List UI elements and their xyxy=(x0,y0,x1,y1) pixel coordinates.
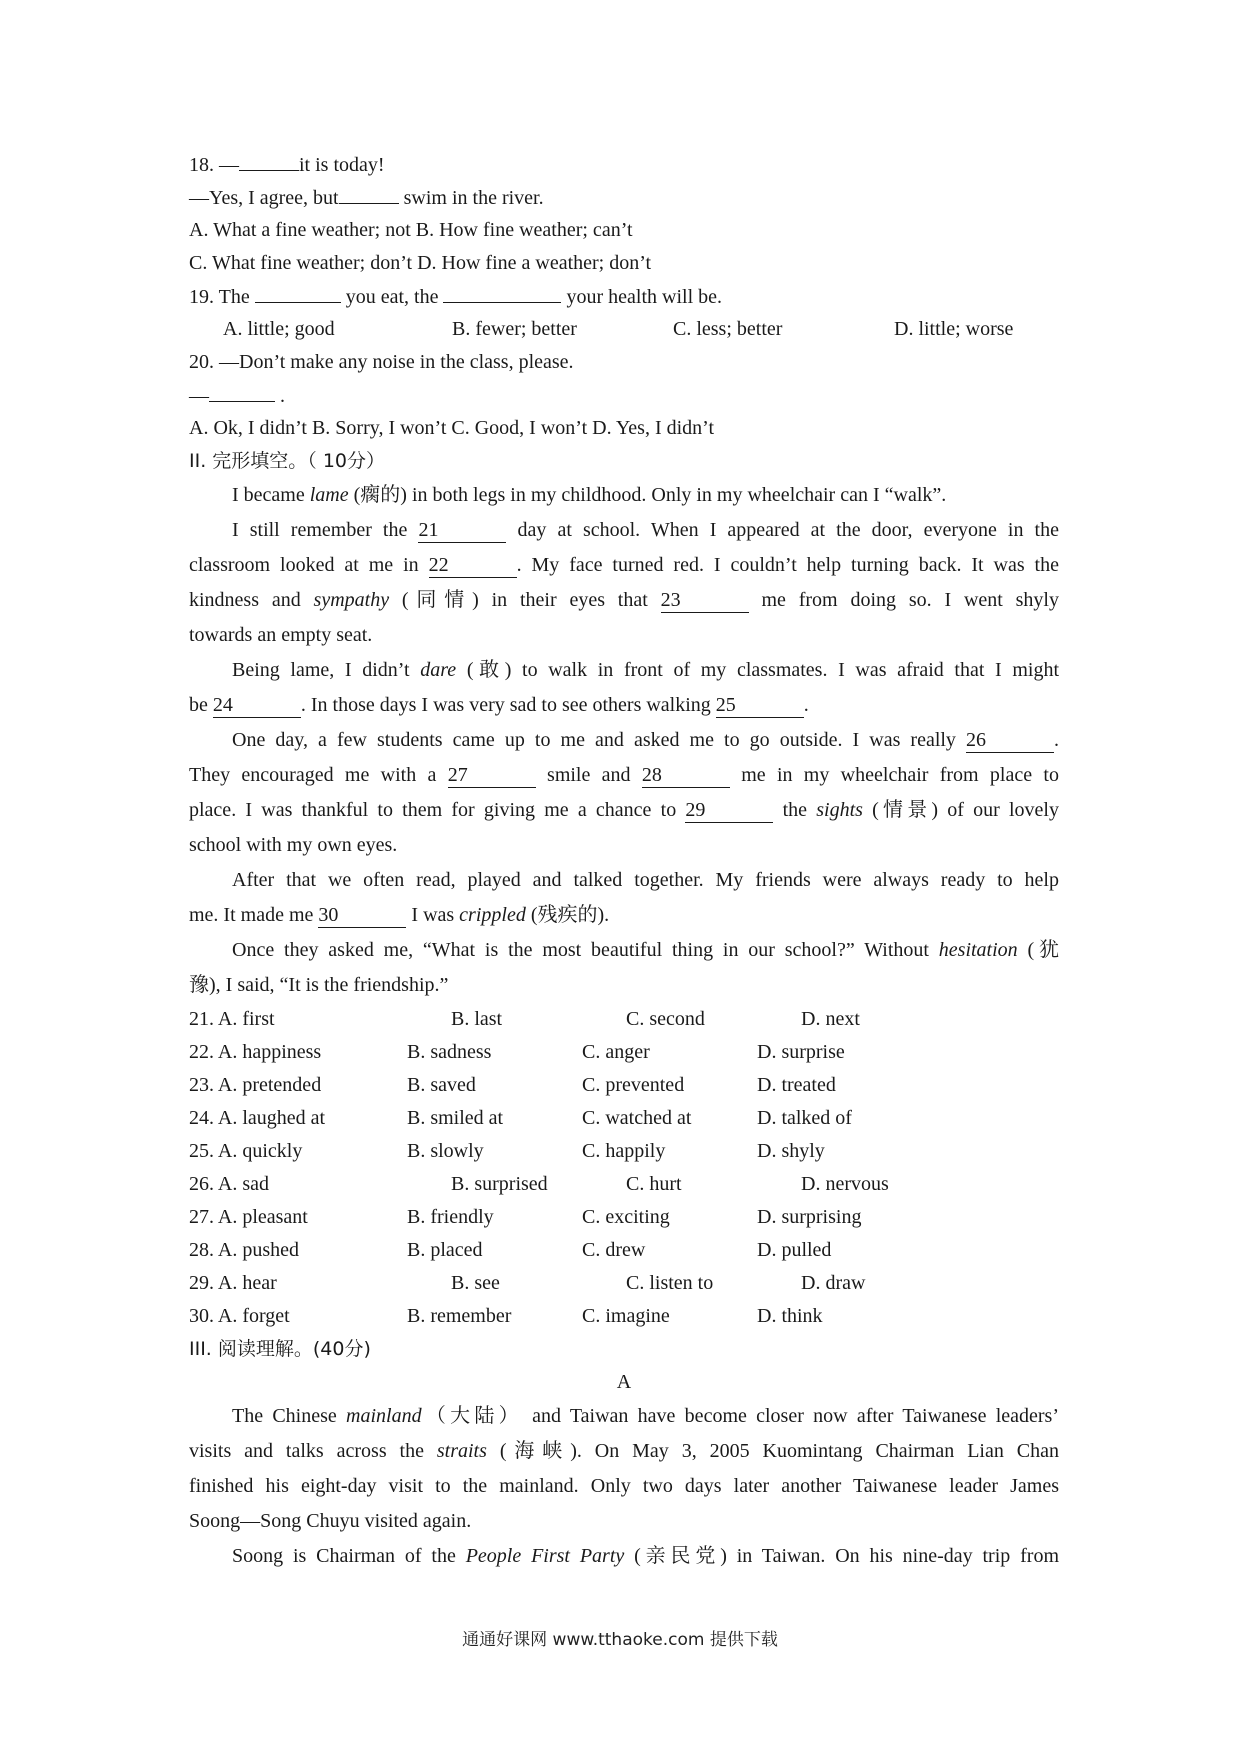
option: A. little; good xyxy=(223,318,335,340)
option: B. placed xyxy=(407,1239,483,1261)
q20-reply: — . xyxy=(189,379,1059,412)
cloze-options-26 xyxy=(189,1168,1059,1201)
cloze-options-27 xyxy=(189,1201,1059,1234)
option: B. smiled at xyxy=(407,1107,504,1129)
cloze-options-30 xyxy=(189,1300,1059,1333)
cloze-para-2-line-4: towards an empty seat. xyxy=(189,624,373,646)
blank xyxy=(255,280,341,303)
cloze-para-4-line-3: place. I was thankful to them for giving me a chance to 29 the sights (情景) of our lovely xyxy=(189,799,1059,821)
q20-options: A. Ok, I didn’t B. Sorry, I won’t C. Good, I won’t D. Yes, I didn’t xyxy=(189,417,715,439)
blank xyxy=(339,181,399,204)
reading-a-line-3: finished his eight-day visit to the mainland. Only two days later another Taiwanese leader James xyxy=(189,1475,1059,1497)
option: C. hurt xyxy=(626,1173,682,1195)
option: C. watched at xyxy=(582,1107,692,1129)
option: B. surprised xyxy=(451,1173,548,1195)
reading-a-line-1: The Chinese mainland（大陆） and Taiwan have become closer now after Taiwanese leaders’ xyxy=(232,1405,1059,1427)
cloze-para-4-line-2: They encouraged me with a 27 smile and 28 me in my wheelchair from place to xyxy=(189,764,1059,786)
option: D. think xyxy=(757,1305,823,1327)
cloze-blank-23: 23 xyxy=(661,588,749,613)
cloze-blank-27: 27 xyxy=(448,763,536,788)
cloze-para-4-line-1: One day, a few students came up to me and asked me to go outside. I was really 26 . xyxy=(232,729,1059,751)
option: C. second xyxy=(626,1008,705,1030)
option: 21. A. first xyxy=(189,1008,275,1030)
option: B. see xyxy=(451,1272,500,1294)
blank xyxy=(443,280,561,303)
section-3-title: III. 阅读理解。(40分) xyxy=(189,1338,371,1360)
q19-stem: 19. The you eat, the your health will be. xyxy=(189,280,1059,313)
option: B. friendly xyxy=(407,1206,494,1228)
reading-a-line-5: Soong is Chairman of the People First Party (亲民党) in Taiwan. On his nine-day trip from xyxy=(232,1545,1060,1567)
q19-options xyxy=(189,313,1059,346)
option: 29. A. hear xyxy=(189,1272,277,1294)
cloze-blank-25: 25 xyxy=(716,693,804,718)
option: 23. A. pretended xyxy=(189,1074,322,1096)
option: 27. A. pleasant xyxy=(189,1206,308,1228)
reading-a-line-2: visits and talks across the straits (海峡). On May 3, 2005 Kuomintang Chairman Lian Chan xyxy=(189,1440,1059,1462)
cloze-para-3-line-2: be 24 . In those days I was very sad to see others walking 25 . xyxy=(189,694,809,716)
option: D. surprise xyxy=(757,1041,845,1063)
option: D. treated xyxy=(757,1074,836,1096)
cloze-blank-21: 21 xyxy=(418,518,506,543)
option: C. anger xyxy=(582,1041,650,1063)
cloze-para-5-line-1: After that we often read, played and talked together. My friends were always ready to help xyxy=(232,869,1059,891)
blank xyxy=(239,148,299,171)
option: 28. A. pushed xyxy=(189,1239,299,1261)
cloze-options-29 xyxy=(189,1267,1059,1300)
cloze-options-25 xyxy=(189,1135,1059,1168)
option: 26. A. sad xyxy=(189,1173,269,1195)
reading-a-line-4: Soong—Song Chuyu visited again. xyxy=(189,1510,472,1532)
page-footer: 通通好课网 www.tthaoke.com 提供下载 xyxy=(462,1630,778,1650)
option: B. slowly xyxy=(407,1140,484,1162)
passage-a-heading: A xyxy=(616,1371,632,1393)
q20-stem: 20. —Don’t make any noise in the class, please. xyxy=(189,351,574,373)
q18-reply: —Yes, I agree, but swim in the river. xyxy=(189,181,1059,214)
option: D. shyly xyxy=(757,1140,825,1162)
cloze-options-28 xyxy=(189,1234,1059,1267)
cloze-para-5-line-2: me. It made me 30 I was crippled (残疾的). xyxy=(189,904,610,926)
option: B. remember xyxy=(407,1305,512,1327)
option: D. draw xyxy=(801,1272,866,1294)
cloze-options-22 xyxy=(189,1036,1059,1069)
option: 22. A. happiness xyxy=(189,1041,322,1063)
cloze-para-1: I became lame (瘸的) in both legs in my childhood. Only in my wheelchair can I “walk”. xyxy=(232,484,947,506)
option: C. less; better xyxy=(673,318,783,340)
cloze-blank-22: 22 xyxy=(429,553,517,578)
option: D. surprising xyxy=(757,1206,862,1228)
cloze-para-6-line-2: 豫), I said, “It is the friendship.” xyxy=(189,974,449,996)
cloze-para-2-line-3: kindness and sympathy (同情) in their eyes that 23 me from doing so. I went shyly xyxy=(189,589,1059,611)
option: B. last xyxy=(451,1008,503,1030)
option: 30. A. forget xyxy=(189,1305,290,1327)
cloze-options-23 xyxy=(189,1069,1059,1102)
option: C. happily xyxy=(582,1140,666,1162)
cloze-blank-30: 30 xyxy=(318,903,406,928)
option: D. nervous xyxy=(801,1173,889,1195)
cloze-para-2-line-1: I still remember the 21 day at school. When I appeared at the door, everyone in the xyxy=(232,519,1059,541)
option: D. little; worse xyxy=(894,318,1014,340)
cloze-blank-28: 28 xyxy=(642,763,730,788)
option: C. prevented xyxy=(582,1074,685,1096)
option: C. exciting xyxy=(582,1206,670,1228)
q18-options-cd: C. What fine weather; don’t D. How fine a weather; don’t xyxy=(189,252,652,274)
option: C. imagine xyxy=(582,1305,670,1327)
cloze-blank-24: 24 xyxy=(213,693,301,718)
cloze-blank-26: 26 xyxy=(966,728,1054,753)
option: D. talked of xyxy=(757,1107,852,1129)
cloze-para-2-line-2: classroom looked at me in 22 . My face turned red. I couldn’t help turning back. It was the xyxy=(189,554,1059,576)
blank xyxy=(209,379,275,402)
cloze-para-3-line-1: Being lame, I didn’t dare (敢) to walk in front of my classmates. I was afraid that I might xyxy=(232,659,1059,681)
q18-stem: 18. — it is today! xyxy=(189,148,1059,181)
option: D. next xyxy=(801,1008,860,1030)
cloze-options-21 xyxy=(189,1003,1059,1036)
option: C. listen to xyxy=(626,1272,714,1294)
section-2-title: II. 完形填空。（ 10分） xyxy=(189,450,386,472)
cloze-options-24 xyxy=(189,1102,1059,1135)
option: 25. A. quickly xyxy=(189,1140,303,1162)
option: C. drew xyxy=(582,1239,646,1261)
q18-options-ab: A. What a fine weather; not B. How fine weather; can’t xyxy=(189,219,633,241)
cloze-para-6-line-1: Once they asked me, “What is the most beautiful thing in our school?” Without hesitation (犹 xyxy=(232,939,1059,961)
page-content xyxy=(189,148,1059,1574)
cloze-para-4-line-4: school with my own eyes. xyxy=(189,834,398,856)
option: B. fewer; better xyxy=(452,318,577,340)
cloze-blank-29: 29 xyxy=(685,798,773,823)
option: B. saved xyxy=(407,1074,476,1096)
option: B. sadness xyxy=(407,1041,492,1063)
option: 24. A. laughed at xyxy=(189,1107,326,1129)
option: D. pulled xyxy=(757,1239,832,1261)
